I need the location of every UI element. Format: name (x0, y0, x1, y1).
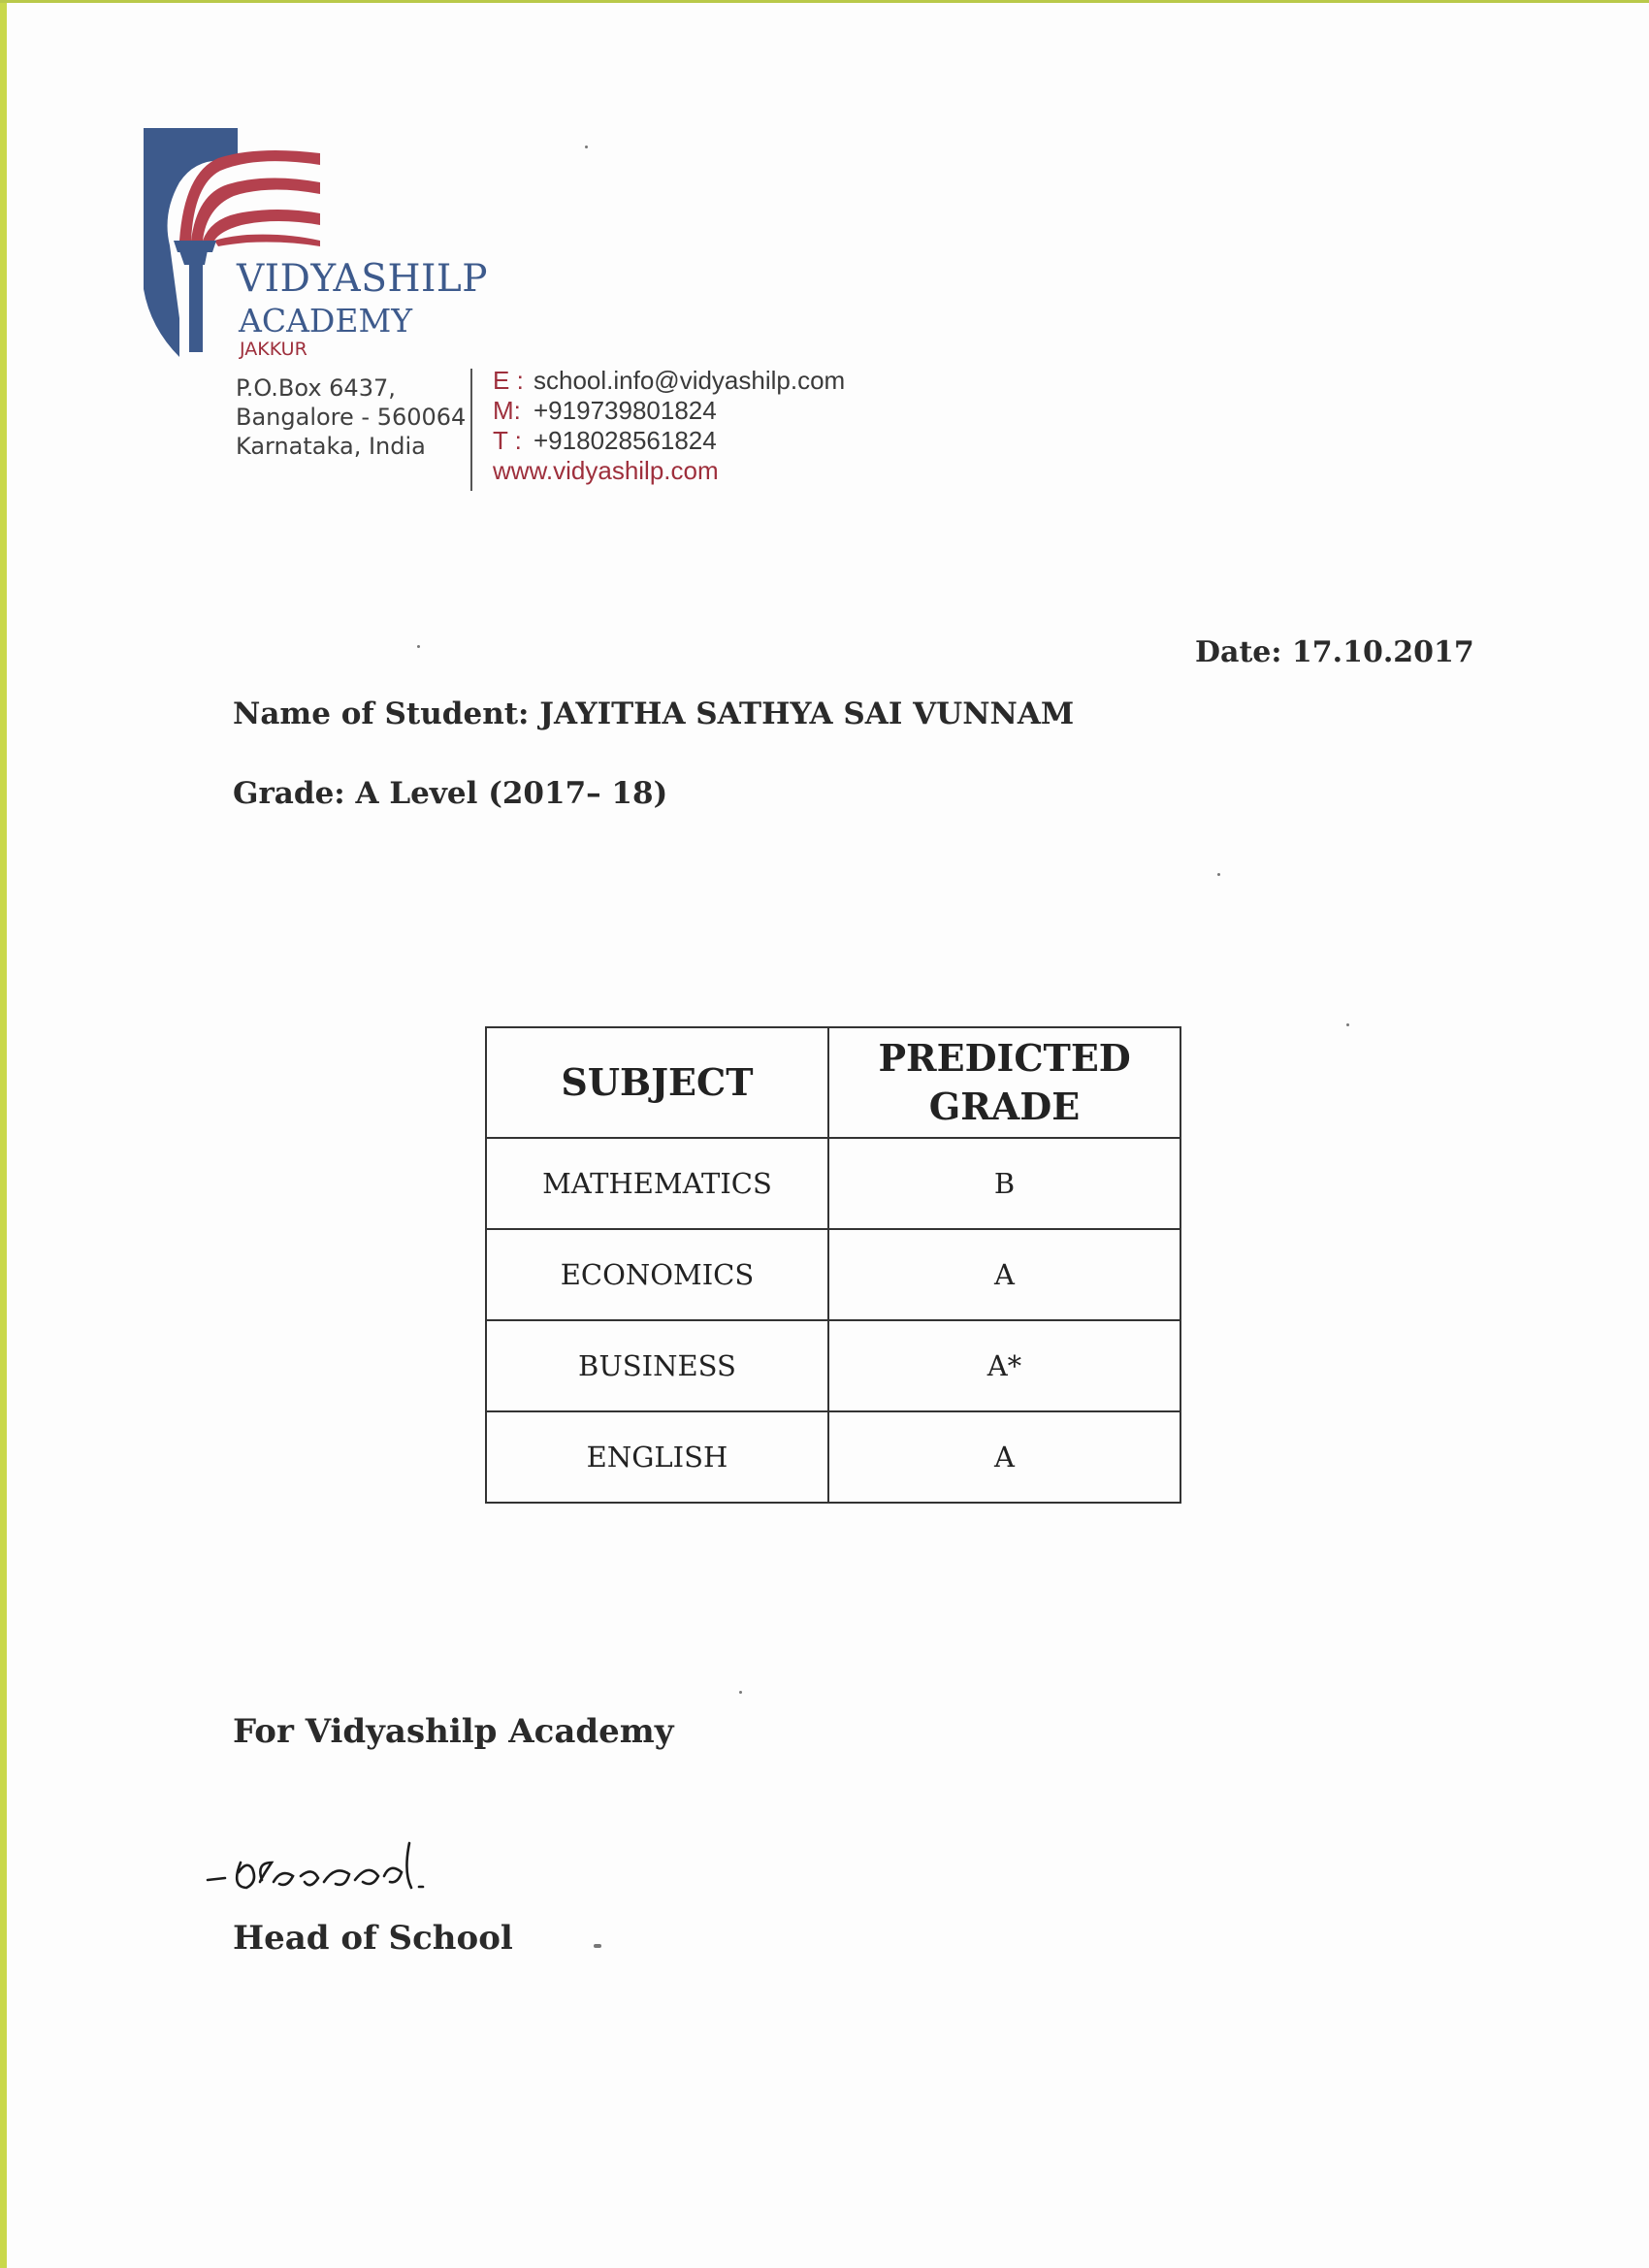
scan-speck (1346, 1023, 1349, 1026)
scan-speck (594, 1944, 601, 1948)
subject-cell: ECONOMICS (486, 1229, 828, 1320)
predicted-grades-table (485, 1026, 1181, 1504)
student-name: Name of Student: JAYITHA SATHYA SAI VUNNAM (233, 697, 1075, 731)
predicted-grade-header (828, 1027, 1180, 1138)
school-name: VIDYASHILP (237, 257, 488, 301)
scan-speck (585, 146, 588, 148)
head-of-school-label: Head of School (233, 1919, 513, 1958)
table-row (486, 1320, 1180, 1411)
table-header-row (486, 1027, 1180, 1138)
handwritten-signature-icon (204, 1833, 504, 1930)
grade-cell: A* (828, 1320, 1180, 1411)
grade-cell: A (828, 1411, 1180, 1503)
predicted-grade-header-text: PREDICTED GRADE (878, 1036, 1131, 1128)
for-academy-label: For Vidyashilp Academy (233, 1712, 674, 1751)
scan-speck (417, 645, 420, 648)
table-row (486, 1138, 1180, 1229)
mobile-label: M: (493, 396, 521, 425)
scan-edge (0, 0, 7, 2268)
grade-cell: A (828, 1229, 1180, 1320)
telephone-value: +918028561824 (534, 426, 717, 455)
subject-cell: MATHEMATICS (486, 1138, 828, 1229)
address-line: Bangalore - 560064 (236, 404, 467, 431)
subject-cell: BUSINESS (486, 1320, 828, 1411)
grade-cell: B (828, 1138, 1180, 1229)
scan-speck (1217, 873, 1220, 876)
header-divider (470, 369, 472, 491)
table-row (486, 1411, 1180, 1503)
school-name-academy: ACADEMY (239, 302, 413, 340)
website-value: www.vidyashilp.com (493, 456, 719, 485)
scan-speck (739, 1691, 742, 1694)
table-row (486, 1229, 1180, 1320)
student-grade: Grade: A Level (2017– 18) (233, 776, 668, 811)
address-line: Karnataka, India (236, 433, 426, 460)
scan-edge-top (0, 0, 1649, 3)
mobile-value: +919739801824 (534, 396, 717, 425)
contact-block (493, 366, 845, 486)
school-place: JAKKUR (240, 339, 307, 360)
subject-cell: ENGLISH (486, 1411, 828, 1503)
postal-address (236, 373, 466, 461)
telephone-label: T : (493, 426, 522, 455)
document-date: Date: 17.10.2017 (1195, 635, 1474, 669)
subject-header: SUBJECT (486, 1027, 828, 1138)
email-value: school.info@vidyashilp.com (534, 366, 846, 395)
email-label: E : (493, 366, 524, 395)
address-line: P.O.Box 6437, (236, 374, 396, 402)
